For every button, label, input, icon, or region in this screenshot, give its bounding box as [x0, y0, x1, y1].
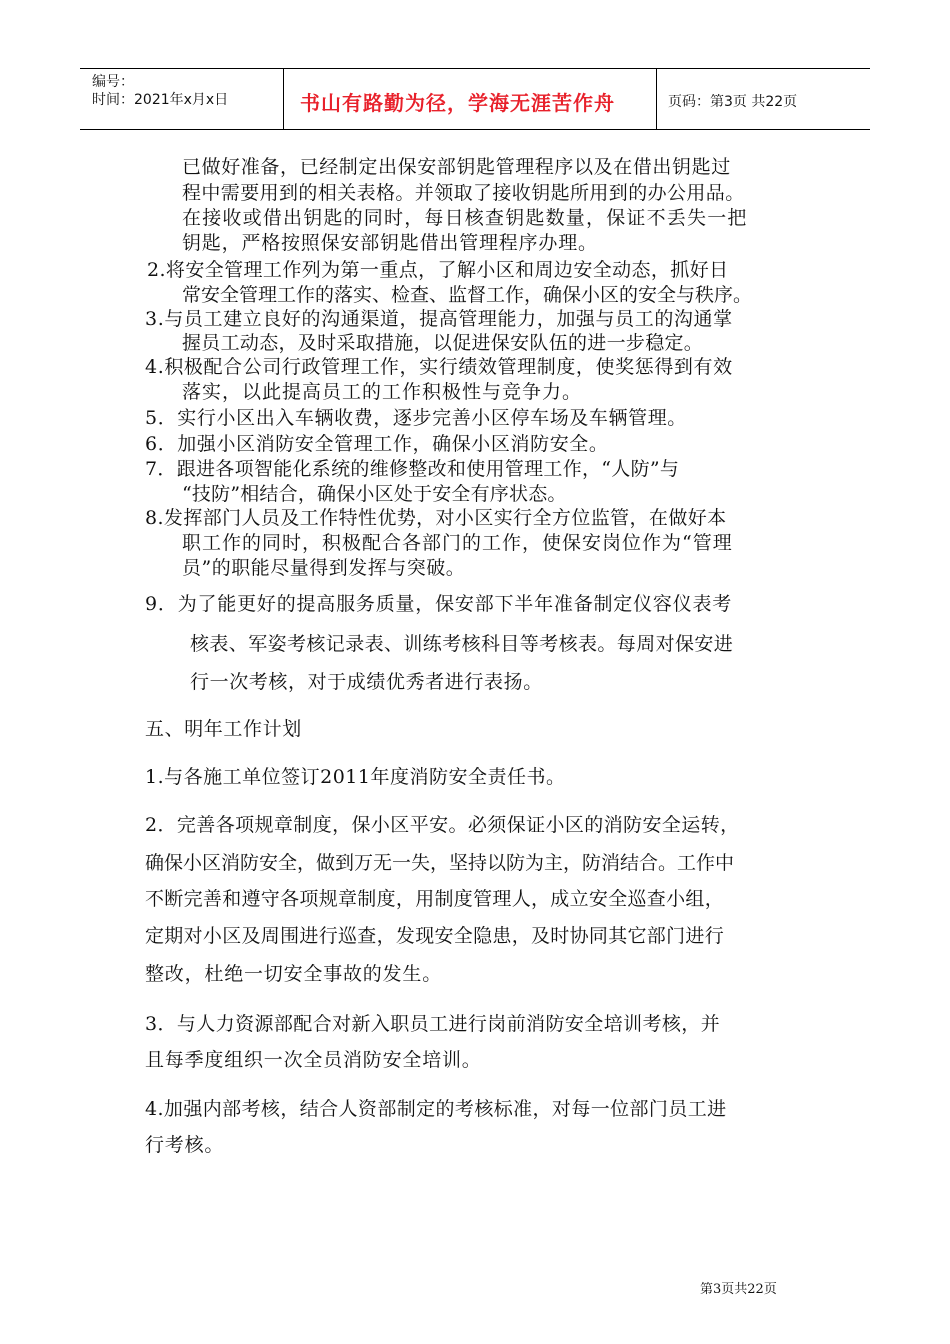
document-header	[80, 68, 870, 130]
body-line: 1.与各施工单位签订2011年度消防安全责任书。	[145, 766, 566, 788]
body-line: 6．加强小区消防安全管理工作，确保小区消防安全。	[145, 433, 609, 455]
page-footer: 第3页共22页	[700, 1282, 777, 1297]
body-line: 8.发挥部门人员及工作特性优势，对小区实行全方位监管，在做好本	[145, 507, 727, 529]
body-line: 5．实行小区出入车辆收费，逐步完善小区停车场及车辆管理。	[145, 407, 687, 429]
body-line: 核表、军姿考核记录表、训练考核科目等考核表。每周对保安进	[190, 633, 734, 655]
header-page-cell	[656, 69, 870, 129]
body-line: 落实，以此提高员工的工作积极性与竞争力。	[182, 381, 583, 403]
body-line: 4.加强内部考核，结合人资部制定的考核标准，对每一位部门员工进	[145, 1098, 727, 1120]
body-line: 且每季度组织一次全员消防安全培训。	[145, 1049, 482, 1071]
body-line: 在接收或借出钥匙的同时，每日核查钥匙数量，保证不丢失一把	[182, 207, 748, 229]
body-line: 7．跟进各项智能化系统的维修整改和使用管理工作，“人防”与	[145, 458, 680, 480]
body-line: 2．完善各项规章制度，保小区平安。必须保证小区的消防安全运转，	[145, 814, 740, 836]
body-line: 2.将安全管理工作列为第一重点，了解小区和周边安全动态，抓好日	[147, 259, 729, 281]
body-line: 职工作的同时，积极配合各部门的工作，使保安岗位作为“管理	[182, 532, 733, 554]
body-line: 已做好准备，已经制定出保安部钥匙管理程序以及在借出钥匙过	[182, 156, 731, 178]
body-line: 常安全管理工作的落实、检查、监督工作，确保小区的安全与秩序。	[182, 284, 753, 306]
body-line: 行一次考核，对于成绩优秀者进行表扬。	[190, 671, 543, 693]
body-line: 整改，杜绝一切安全事故的发生。	[145, 963, 443, 985]
body-line: 确保小区消防安全，做到万无一失，坚持以防为主，防消结合。工作中	[145, 852, 735, 874]
body-line: 4.积极配合公司行政管理工作，实行绩效管理制度，使奖惩得到有效	[145, 356, 733, 378]
header-meta-cell	[80, 69, 283, 129]
body-line: 握员工动态，及时采取措施，以促进保安队伍的进一步稳定。	[182, 332, 704, 354]
body-line: 行考核。	[145, 1134, 225, 1156]
number-label: 编号：	[92, 74, 134, 90]
body-line: 不断完善和遵守各项规章制度，用制度管理人，成立安全巡查小组，	[145, 888, 725, 910]
body-line: 程中需要用到的相关表格。并领取了接收钥匙所用到的办公用品。	[182, 182, 745, 204]
body-line: 员”的职能尽量得到发挥与突破。	[182, 557, 466, 579]
body-line: 钥匙，严格按照保安部钥匙借出管理程序办理。	[182, 232, 598, 254]
body-line: 9．为了能更好的提高服务质量，保安部下半年准备制定仪容仪表考	[145, 593, 733, 615]
body-line: 3.与员工建立良好的沟通渠道，提高管理能力，加强与员工的沟通掌	[145, 308, 733, 330]
page-info: 页码：第3页 共22页	[668, 94, 798, 110]
section-heading: 五、明年工作计划	[145, 718, 302, 740]
time-label: 时间：2021年x月x日	[92, 92, 229, 108]
body-line: 定期对小区及周围进行巡查，发现安全隐患，及时协同其它部门进行	[145, 925, 725, 947]
motto-text: 书山有路勤为径，学海无涯苦作舟	[300, 91, 615, 115]
header-motto-cell	[283, 69, 657, 129]
body-line: “技防”相结合，确保小区处于安全有序状态。	[182, 483, 567, 505]
body-line: 3．与人力资源部配合对新入职员工进行岗前消防安全培训考核，并	[145, 1013, 721, 1035]
